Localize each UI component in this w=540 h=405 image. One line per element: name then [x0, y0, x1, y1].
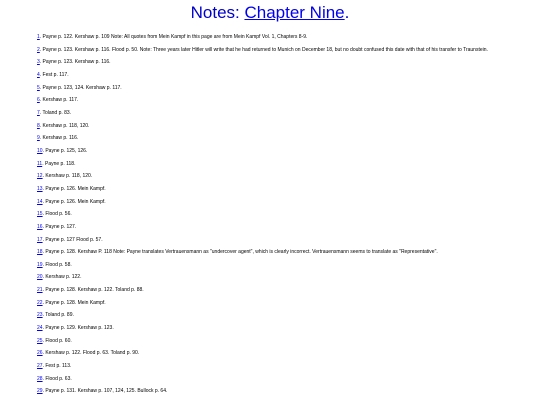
note-item-4 [37, 72, 517, 78]
note-item-7 [37, 110, 517, 116]
note-text: . Payne p. 118. [42, 160, 76, 167]
note-text: . Fest p. 113. [42, 363, 72, 370]
note-number-link[interactable]: 21 [37, 287, 43, 294]
note-item-2 [37, 47, 517, 53]
note-item-15 [37, 211, 517, 217]
note-number-link[interactable]: 13 [37, 185, 43, 192]
note-item-20 [37, 274, 517, 280]
note-item-21 [37, 287, 517, 293]
note-text: . Payne p. 127 Flood p. 57. [42, 236, 103, 243]
note-text: . Payne p. 126. Mein Kampf. [42, 185, 106, 192]
note-item-11 [37, 161, 517, 167]
note-text: . Flood p. 58. [42, 261, 72, 268]
note-item-14 [37, 199, 517, 205]
note-number-link[interactable]: 29 [37, 388, 43, 395]
note-text: . Payne p. 123, 124. Kershaw p. 117. [39, 84, 122, 91]
note-text: . Payne p. 131. Kershaw p. 107, 124, 125. Bullock p. 64. [42, 388, 168, 395]
note-text: . Kershaw p. 118, 120. [42, 173, 93, 180]
note-number-link[interactable]: 18 [37, 249, 43, 256]
note-number-link[interactable]: 2 [37, 46, 40, 53]
page-title-suffix: . [344, 3, 350, 22]
note-number-link[interactable]: 22 [37, 299, 43, 306]
note-number-link[interactable]: 11 [37, 160, 43, 167]
note-item-16 [37, 224, 517, 230]
note-text: . Toland p. 89. [42, 312, 74, 319]
note-text: . Kershaw p. 118, 120. [39, 122, 90, 129]
note-text: . Fest p. 117. [39, 71, 69, 78]
note-number-link[interactable]: 19 [37, 261, 43, 268]
note-text: . Kershaw p. 117. [39, 97, 79, 104]
note-number-link[interactable]: 15 [37, 211, 43, 218]
note-number-link[interactable]: 24 [37, 325, 43, 332]
note-text: . Payne p. 127. [42, 223, 77, 230]
note-item-17 [37, 237, 517, 243]
note-item-10 [37, 148, 517, 154]
note-number-link[interactable]: 25 [37, 337, 43, 344]
note-number-link[interactable]: 9 [37, 135, 40, 142]
note-item-12 [37, 173, 517, 179]
note-text: . Payne p. 128. Kershaw P. 118 Note: Payne translates Vertrauensmann as "undercover agent", which is clearly incorrect. Vertrauensmann seems to translate as "Representative". [42, 249, 438, 256]
note-text: . Flood p. 56. [42, 211, 72, 218]
note-number-link[interactable]: 3 [37, 59, 40, 66]
note-text: . Payne p. 128. Kershaw p. 122. Toland p. 88. [42, 287, 144, 294]
note-number-link[interactable]: 20 [37, 274, 43, 281]
note-item-13 [37, 186, 517, 192]
notes-list [0, 34, 540, 394]
note-text: . Kershaw p. 122. [42, 274, 82, 281]
note-item-5 [37, 85, 517, 91]
note-text: . Flood p. 63. [42, 375, 72, 382]
note-text: . Kershaw p. 122. Flood p. 63. Toland p. 90. [42, 350, 140, 357]
note-text: . Payne p. 126. Mein Kampf. [42, 198, 106, 205]
note-text: . Payne p. 129. Kershaw p. 123. [42, 325, 114, 332]
note-item-25 [37, 338, 517, 344]
note-item-28 [37, 376, 517, 382]
note-text: . Toland p. 83. [39, 109, 72, 116]
note-text: . Payne p. 122. Kershaw p. 109 Note: All quotes from Mein Kampf in this page are from Mein Kampf Vol. 1, Chapters 8-9. [39, 34, 308, 40]
note-number-link[interactable]: 14 [37, 198, 43, 205]
note-text: . Payne p. 125, 126. [42, 147, 88, 154]
note-text: . Payne p. 123. Kershaw p. 116. Flood p. 50. Note: Three years later Hitler will write that he had returned to Munich on December 18, but no doubt confused this date with that of his transfer to Traunstein. [39, 46, 488, 53]
note-item-29 [37, 388, 517, 394]
note-number-link[interactable]: 8 [37, 122, 40, 129]
note-item-24 [37, 325, 517, 331]
note-number-link[interactable]: 16 [37, 223, 43, 230]
note-text: . Payne p. 123. Kershaw p. 116. [39, 59, 111, 66]
note-number-link[interactable]: 6 [37, 97, 40, 104]
note-number-link[interactable]: 17 [37, 236, 43, 243]
note-item-26 [37, 350, 517, 356]
note-item-3 [37, 59, 517, 65]
note-item-18 [37, 249, 517, 255]
note-item-6 [37, 97, 517, 103]
note-number-link[interactable]: 5 [37, 84, 40, 91]
page-title-prefix: Notes: [190, 3, 245, 22]
note-number-link[interactable]: 12 [37, 173, 43, 180]
note-number-link[interactable]: 23 [37, 312, 43, 319]
note-text: . Flood p. 60. [42, 337, 72, 344]
note-number-link[interactable]: 10 [37, 147, 43, 154]
note-number-link[interactable]: 1 [37, 34, 40, 40]
note-text: . Payne p. 128. Mein Kampf. [42, 299, 106, 306]
note-number-link[interactable]: 26 [37, 350, 43, 357]
note-item-1 [37, 34, 517, 40]
note-number-link[interactable]: 4 [37, 71, 40, 78]
note-number-link[interactable]: 7 [37, 109, 40, 116]
note-number-link[interactable]: 27 [37, 363, 43, 370]
note-item-27 [37, 363, 517, 369]
note-text: . Kershaw p. 116. [39, 135, 79, 142]
note-item-19 [37, 262, 517, 268]
note-item-8 [37, 123, 517, 129]
note-item-22 [37, 300, 517, 306]
note-number-link[interactable]: 28 [37, 375, 43, 382]
note-item-23 [37, 312, 517, 318]
page-title [0, 3, 540, 23]
note-item-9 [37, 135, 517, 141]
chapter-nine-link[interactable]: Chapter Nine [244, 3, 345, 22]
